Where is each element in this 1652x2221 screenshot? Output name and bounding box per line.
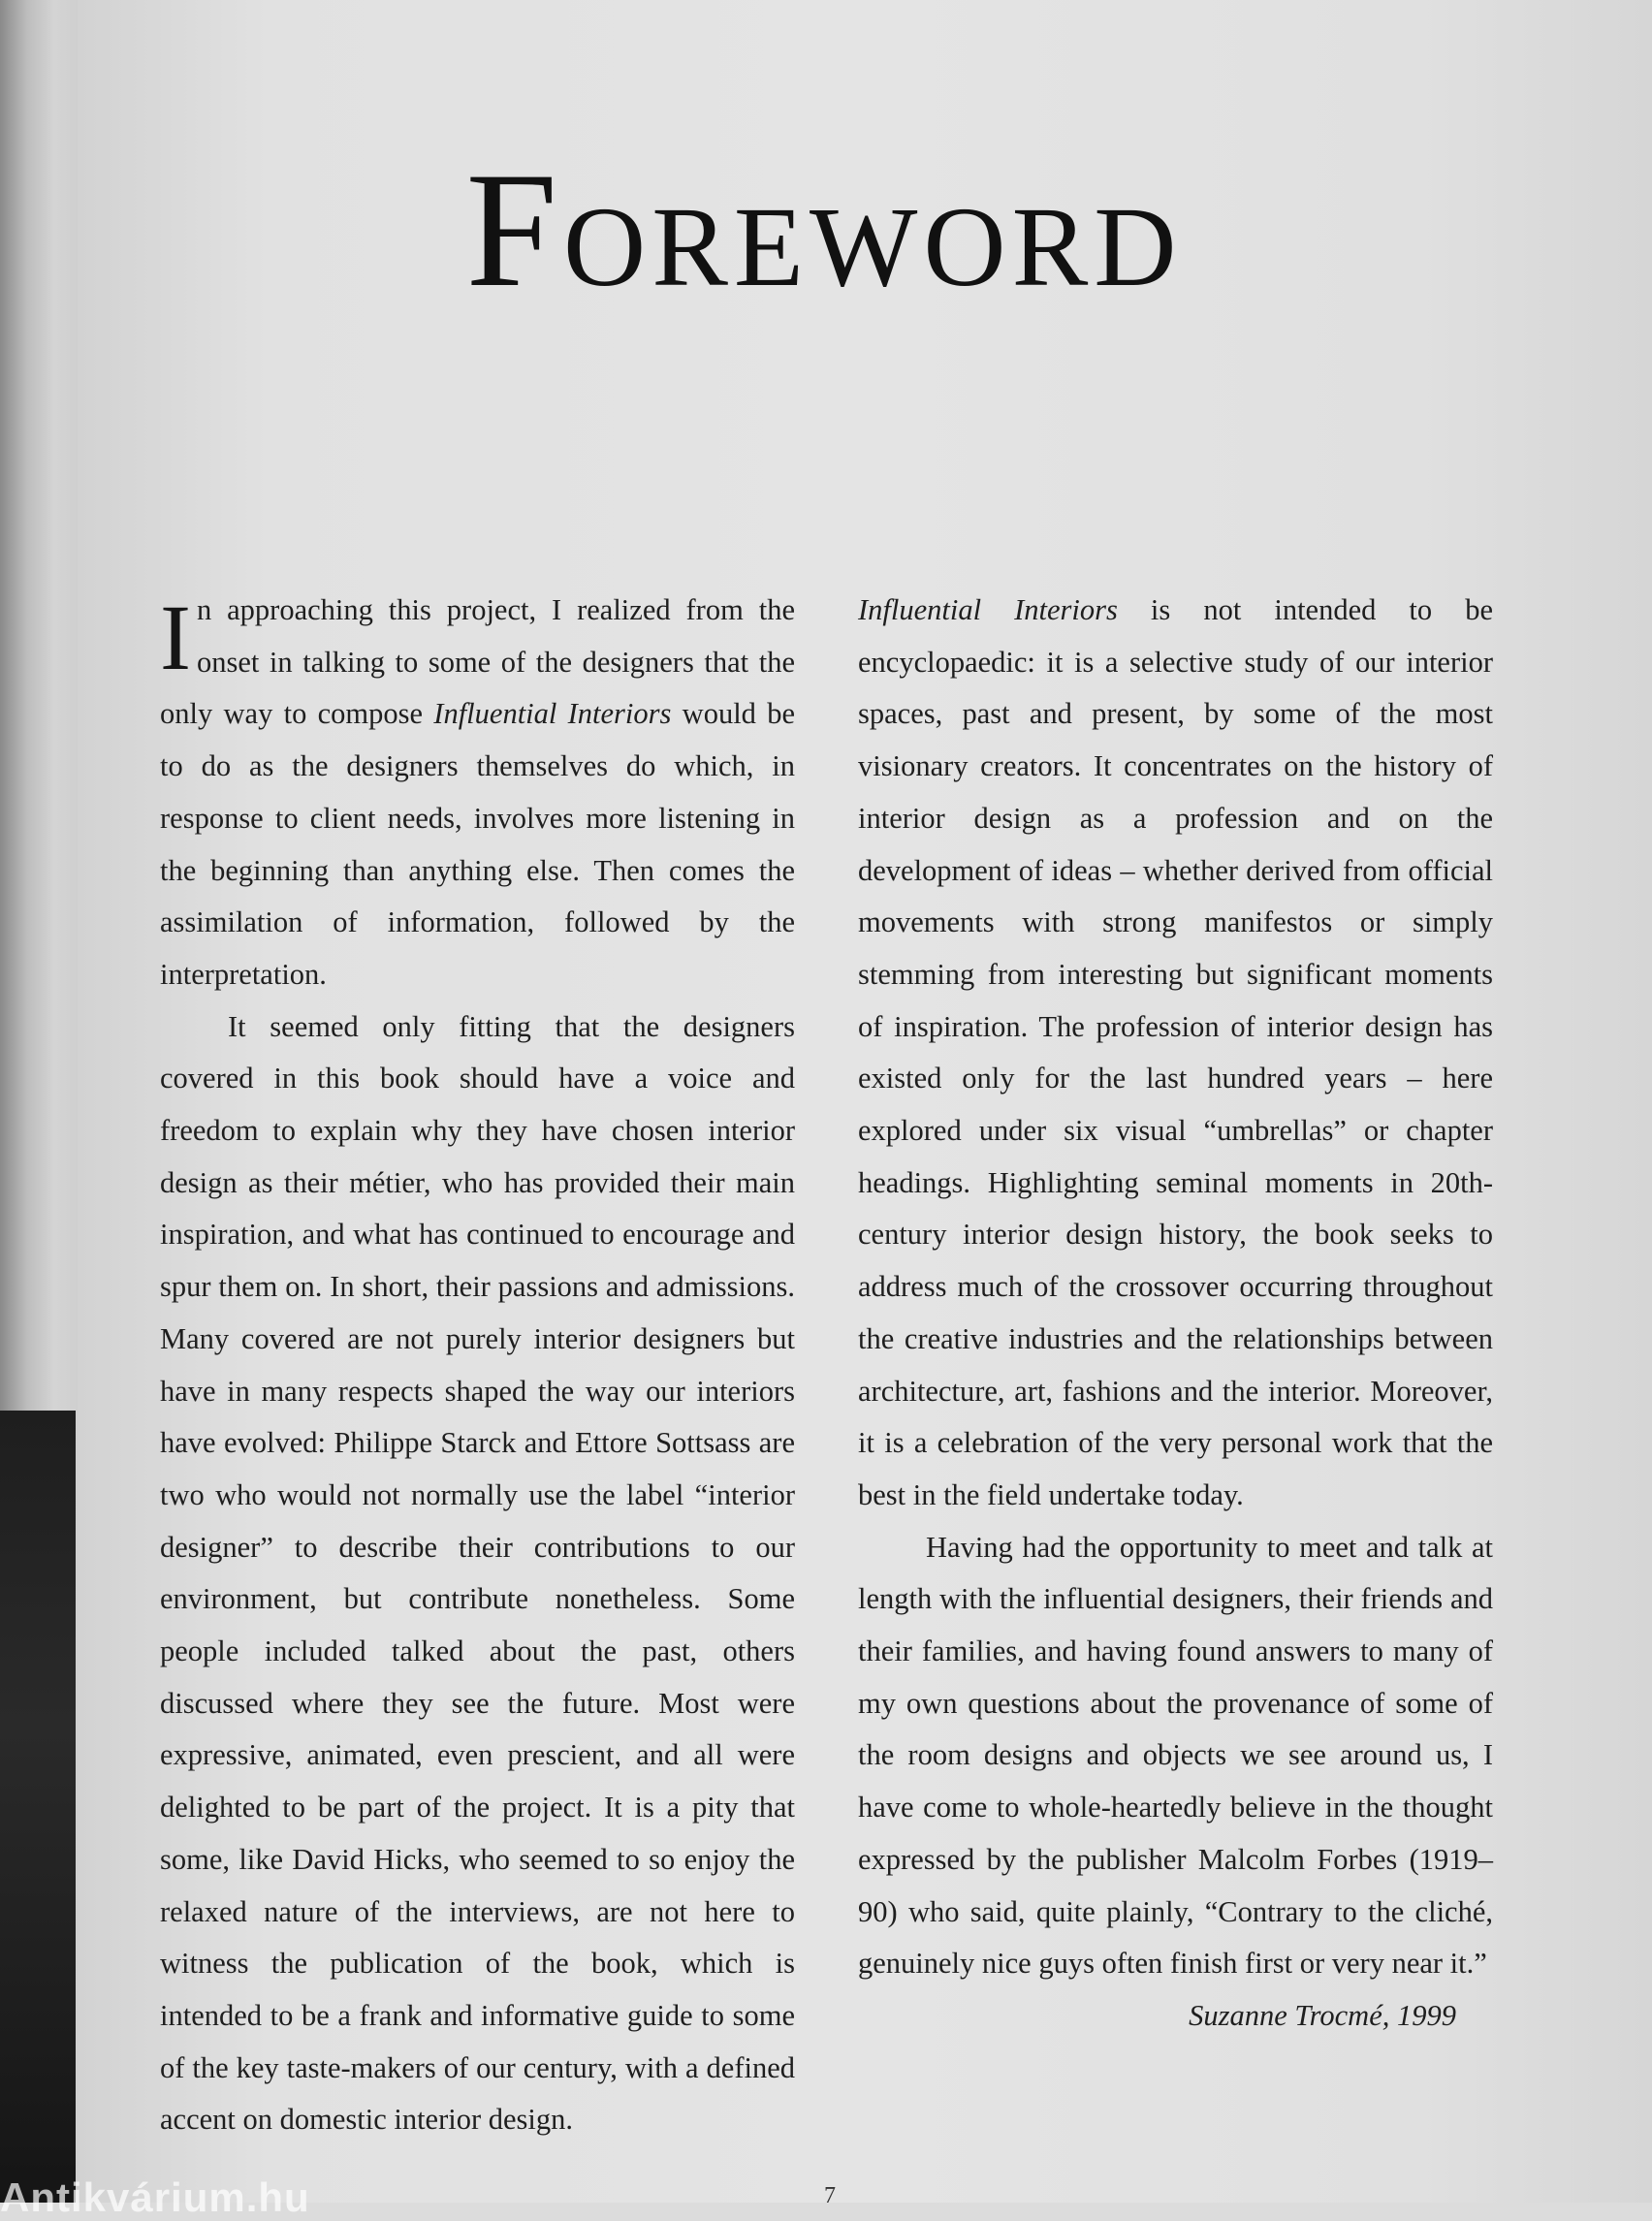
book-title-italic: Influential Interiors <box>858 593 1118 626</box>
right-paragraph-1 <box>858 585 1493 1522</box>
left-p1-end: would be to do as the designers themselves do which, in response to client needs, involves more listening in the beginning than anything else. Then comes the assimilation of information, followed by the interpretation. <box>160 697 795 991</box>
right-p1-text: is not intended to be encyclopaedic: it is a selective study of our interior spaces, past and present, by some of the most visionary creators. It concentrates on the history of interior design as a profession and on the development of ideas – whether derived from official movements with strong manifestos or simply stemming from interesting but significant moments of inspiration. The profession of interior design has existed only for the last hundred years – here explored under six visual “umbrellas” or chapter headings. Highlighting seminal moments in 20th-century interior design history, the book seeks to address much of the crossover occurring throughout the creative industries and the relationships between architecture, art, fashions and the interior. Moreover, it is a celebration of the very personal work that the best in the field undertake today. <box>858 593 1493 1511</box>
page-title <box>78 138 1571 321</box>
left-paragraph-2: It seemed only fitting that the designers covered in this book should have a voice and freedom to explain why they have chosen interior design as their métier, who has provided their main inspiration, and what has continued to encourage and spur them on. In short, their passions and admissions. Many covered are not purely interior designers but have in many respects shaped the way our interiors have evolved: Philippe Starck and Ettore Sottsass are two who would not normally use the label “interior designer” to describe their contributions to our environment, but contribute nonetheless. Some people included talked about the past, others discussed where they see the future. Most were expressive, animated, even prescient, and all were delighted to be part of the project. It is a pity that some, like David Hicks, who seemed to so enjoy the relaxed nature of the interviews, are not here to witness the publication of the book, which is intended to be a frank and informative guide to some of the key taste-makers of our century, with a defined accent on domestic interior design. <box>160 1009 795 2137</box>
right-column <box>858 585 1493 2043</box>
book-title-italic: Influential Interiors <box>433 697 672 731</box>
title-rest: OREWORD <box>563 182 1183 310</box>
page-number: 7 <box>824 2183 836 2208</box>
author-signature: Suzanne Trocmé, 1999 <box>1189 1998 1456 2032</box>
left-paragraph-1 <box>160 585 795 1001</box>
watermark: Antikvárium.hu <box>0 2174 310 2220</box>
page-edge-shadow <box>0 1411 76 2203</box>
title-initial: F <box>465 138 564 321</box>
drop-cap: I <box>160 586 191 689</box>
right-paragraph-2: Having had the opportunity to meet and talk at length with the influential designers, their friends and their families, and having found answers to many of my own questions about the provenance of some of the room designs and objects we see around us, I have come to whole-heartedly believe in the thought expressed by the publisher Malcolm Forbes (1919–90) who said, quite plainly, “Contrary to the cliché, genuinely nice guys often finish first or very near it.” <box>858 1530 1493 1981</box>
left-column <box>160 585 795 2146</box>
left-p1-text: n approaching this project, I realized from the onset in talking to some of the designers that the only way to compose <box>160 593 795 731</box>
